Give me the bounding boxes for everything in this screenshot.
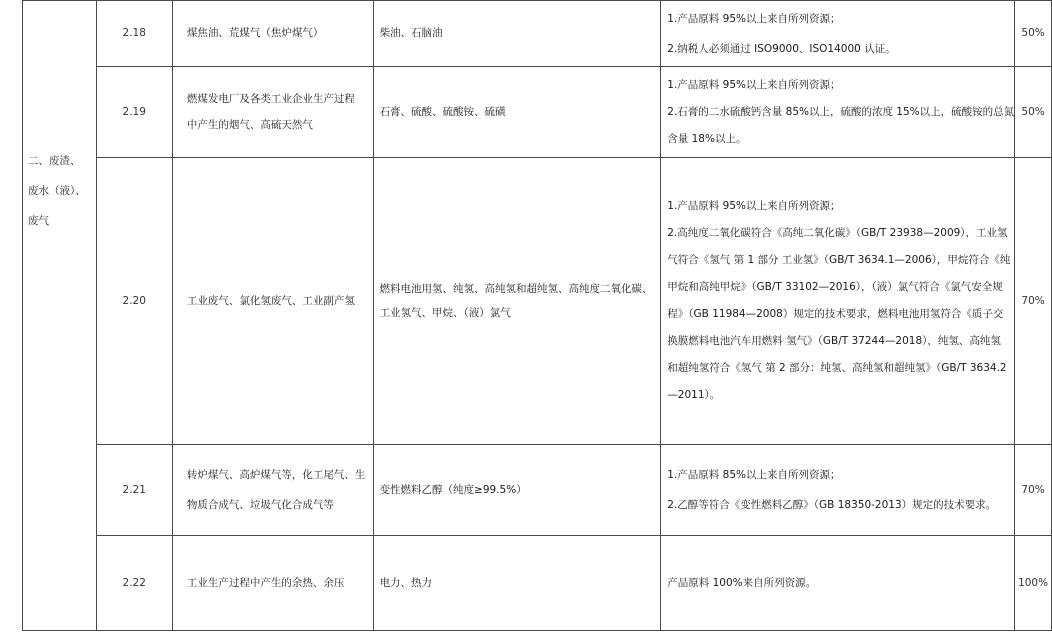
category-cell <box>23 1 97 631</box>
product-text: 燃料电池用氢、纯氢、高纯氢和超纯氢、高纯度二氧化碳、 <box>379 283 653 295</box>
resource-comprehensive-utilization-table <box>22 0 1052 631</box>
table-row <box>23 536 1052 631</box>
requirement-line: 程》（GB 11984—2008）规定的技术要求，燃料电池用氢符合《质子交 <box>667 308 1004 320</box>
requirement-cell <box>661 1 1015 67</box>
requirement-line: 换膜燃料电池汽车用燃料 氢气》（GB/T 37244—2018），纯氢、高纯氢 <box>667 335 1001 347</box>
requirement-cell <box>661 445 1015 536</box>
item-number: 2.22 <box>96 536 172 631</box>
product-cell <box>373 1 661 67</box>
requirement-line: 2.乙醇等符合《变性燃料乙醇》（GB 18350-2013）规定的技术要求。 <box>667 499 997 511</box>
product-text: 电力、热力 <box>379 576 433 589</box>
requirement-cell <box>661 67 1015 158</box>
requirement-line: 1.产品原料 95%以上来自所列资源； <box>667 78 841 91</box>
raw-material-text: 工业废气、氯化氢废气、工业副产氢 <box>186 294 355 307</box>
raw-material-text: 工业生产过程中产生的余热、余压 <box>186 576 345 589</box>
category-line: 二、废渣、 <box>28 154 81 167</box>
raw-material-cell <box>172 536 373 631</box>
product-cell <box>373 158 661 445</box>
product-text: 工业氢气、甲烷、（液）氯气 <box>379 307 511 319</box>
item-number: 2.19 <box>96 67 172 158</box>
requirement-line: 2.高纯度二氧化碳符合《高纯二氧化碳》（GB/T 23938—2009），工业氢 <box>667 227 1008 239</box>
requirement-line: 和超纯氢符合《氢气 第 2 部分：纯氢、高纯氢和超纯氢》（GB/T 3634.2 <box>667 362 1007 374</box>
requirement-line: 甲烷和高纯甲烷》（GB/T 33102—2016），（液）氯气符合《氯气安全规 <box>667 281 1003 293</box>
raw-material-text: 物质合成气、垃圾气化合成气等 <box>186 499 334 511</box>
item-number: 2.18 <box>96 1 172 67</box>
requirement-cell <box>661 158 1015 445</box>
requirement-line: 1.产品原料 85%以上来自所列资源； <box>667 469 841 481</box>
requirement-line: 2.纳税人必须通过 ISO9000、ISO14000 认证。 <box>667 42 896 55</box>
product-text: 柴油、石脑油 <box>379 27 443 40</box>
table-row <box>23 158 1052 445</box>
raw-material-text: 转炉煤气、高炉煤气等，化工尾气、生 <box>186 469 366 481</box>
raw-material-cell <box>172 445 373 536</box>
requirement-line: 1.产品原料 95%以上来自所列资源； <box>667 200 841 212</box>
item-number: 2.20 <box>96 158 172 445</box>
table-row <box>23 445 1052 536</box>
requirement-line: 气符合《氢气 第 1 部分 工业氢》（GB/T 3634.1—2006），甲烷符合《纯 <box>667 254 1011 266</box>
refund-percentage: 70% <box>1015 158 1052 445</box>
product-cell <box>373 536 661 631</box>
refund-percentage: 50% <box>1015 1 1052 67</box>
category-line: 废气 <box>28 214 49 227</box>
raw-material-cell <box>172 67 373 158</box>
product-text: 变性燃料乙醇（纯度≥99.5%） <box>379 483 527 496</box>
requirement-line: 含量 18%以上。 <box>667 132 747 145</box>
refund-percentage: 100% <box>1015 536 1052 631</box>
requirement-line: 产品原料 100%来自所列资源。 <box>667 576 817 589</box>
raw-material-text: 煤焦油、荒煤气（焦炉煤气） <box>186 27 324 40</box>
raw-material-text: 中产生的烟气、高硫天然气 <box>186 119 313 131</box>
table-row <box>23 67 1052 158</box>
product-cell <box>373 445 661 536</box>
requirement-line: 2.石膏的二水硫酸钙含量 85%以上，硫酸的浓度 15%以上，硫酸铵的总氮 <box>667 105 1015 118</box>
raw-material-text: 燃煤发电厂及各类工业企业生产过程 <box>186 93 355 105</box>
category-line: 废水（液）、 <box>28 184 86 197</box>
requirement-line: —2011）。 <box>667 389 721 401</box>
raw-material-cell <box>172 158 373 445</box>
refund-percentage: 50% <box>1015 67 1052 158</box>
product-cell <box>373 67 661 158</box>
requirement-line: 1.产品原料 95%以上来自所列资源； <box>667 12 841 25</box>
table-row <box>23 1 1052 67</box>
raw-material-cell <box>172 1 373 67</box>
product-text: 石膏、硫酸、硫酸铵、硫磺 <box>379 105 506 118</box>
requirement-cell <box>661 536 1015 631</box>
refund-percentage: 70% <box>1015 445 1052 536</box>
item-number: 2.21 <box>96 445 172 536</box>
